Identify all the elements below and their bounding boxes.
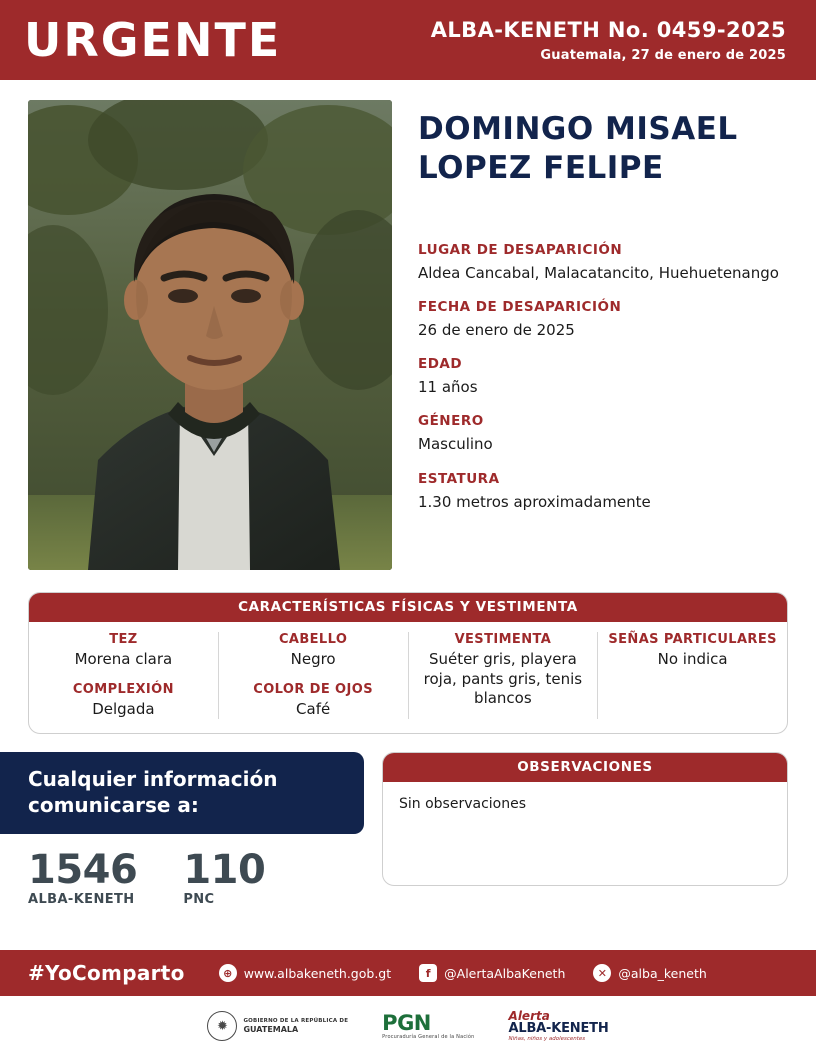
urgent-label: URGENTE [24, 13, 282, 67]
contact-number-110-label: PNC [183, 892, 215, 907]
social-links [219, 964, 707, 982]
pgn-logo [382, 1010, 475, 1040]
contact-number-alba-keneth[interactable] [28, 847, 138, 907]
char-value-senas-particulares: No indica [657, 650, 728, 668]
main-content [0, 80, 816, 570]
char-label-senas-particulares: SEÑAS PARTICULARES [608, 632, 777, 647]
gobierno-logo-line1: GOBIERNO DE LA REPÚBLICA DE [243, 1018, 349, 1025]
observations-panel [382, 752, 788, 886]
alba-keneth-logo [509, 1010, 609, 1042]
alba-keneth-sub-text: Niñas, niños y adolescentes [508, 1035, 586, 1042]
characteristics-col-2 [219, 632, 409, 719]
x-twitter-icon: ✕ [593, 964, 611, 982]
pgn-logo-sub: Procuraduría General de la Nación [382, 1033, 475, 1040]
social-x-handle: @alba_keneth [618, 965, 707, 981]
issue-place-date: Guatemala, 27 de enero de 2025 [540, 47, 786, 63]
characteristics-col-3 [409, 632, 599, 719]
label-genero: GÉNERO [418, 413, 484, 430]
contact-number-110: 110 [183, 847, 266, 893]
hashtag-label: #YoComparto [28, 961, 185, 985]
observations-title: OBSERVACIONES [383, 753, 787, 782]
value-genero: Masculino [418, 435, 493, 454]
characteristics-col-4 [598, 632, 787, 719]
label-estatura: ESTATURA [418, 470, 500, 487]
char-complexion [37, 682, 210, 720]
alba-keneth-alerta-text: Alerta [508, 1009, 550, 1024]
person-name-line2: LOPEZ FELIPE [418, 149, 664, 186]
characteristics-col-1 [29, 632, 219, 719]
value-edad: 11 años [418, 378, 478, 396]
char-tez [37, 632, 210, 670]
label-edad: EDAD [418, 356, 463, 372]
char-value-complexion: Delgada [92, 699, 155, 718]
alba-keneth-main-text: ALBA-KENETH [508, 1021, 609, 1037]
page-title [418, 110, 788, 188]
char-value-vestimenta: Suéter gris, playera roja, pants gris, tenis blancos [423, 650, 583, 707]
social-facebook[interactable] [419, 964, 565, 982]
value-lugar-desaparicion: Aldea Cancabal, Malacatancito, Huehuetenango [418, 263, 779, 282]
char-cabello [227, 632, 400, 670]
char-vestimenta [417, 632, 590, 709]
photo-column [28, 100, 392, 570]
observations-text: Sin observaciones [399, 796, 527, 812]
char-label-vestimenta: VESTIMENTA [454, 632, 552, 647]
char-color-ojos [227, 682, 400, 720]
lower-section [0, 752, 816, 907]
social-x-twitter[interactable] [593, 964, 706, 982]
pgn-logo-title: PGN [382, 1010, 431, 1035]
contact-banner [0, 752, 364, 834]
contact-banner-line2: comunicarse a: [28, 793, 199, 817]
contact-numbers [0, 834, 364, 907]
social-facebook-handle: @AlertaAlbaKeneth [444, 965, 566, 981]
char-label-cabello: CABELLO [278, 632, 348, 647]
characteristics-body [29, 622, 787, 733]
case-number: ALBA-KENETH No. 0459-2025 [430, 17, 786, 42]
national-seal-icon: ✹ [207, 1011, 237, 1041]
char-value-cabello: Negro [290, 650, 336, 668]
gobierno-logo-line2: GUATEMALA [243, 1024, 299, 1034]
label-fecha-desaparicion: FECHA DE DESAPARICIÓN [418, 298, 622, 315]
person-name-line1: DOMINGO MISAEL [418, 111, 738, 147]
char-value-color-ojos: Café [296, 699, 331, 718]
globe-icon: ⊕ [219, 964, 237, 982]
characteristics-title: CARACTERÍSTICAS FÍSICAS Y VESTIMENTA [29, 593, 787, 622]
label-lugar-desaparicion: LUGAR DE DESAPARICIÓN [418, 241, 623, 258]
facebook-icon: f [419, 964, 437, 982]
char-value-tez: Morena clara [74, 650, 173, 668]
photo-illustration [28, 100, 392, 570]
char-label-color-ojos: COLOR DE OJOS [253, 681, 373, 697]
social-website-handle: www.albakeneth.gob.gt [243, 965, 392, 981]
gobierno-guatemala-logo [207, 1011, 348, 1041]
contact-number-1546-label: ALBA-KENETH [28, 892, 135, 907]
contact-block [0, 752, 364, 907]
case-info [431, 18, 792, 63]
characteristics-panel [28, 592, 788, 734]
contact-banner-line1: Cualquier información [28, 767, 278, 791]
contact-number-1546: 1546 [28, 847, 138, 893]
social-footer [0, 950, 816, 996]
logo-strip [0, 996, 816, 1056]
social-website[interactable] [219, 964, 391, 982]
value-estatura: 1.30 metros aproximadamente [418, 492, 651, 511]
person-details [392, 100, 788, 570]
value-fecha-desaparicion: 26 de enero de 2025 [418, 320, 575, 339]
char-label-complexion: COMPLEXIÓN [72, 681, 174, 697]
missing-person-photo [28, 100, 392, 570]
alert-header [0, 0, 816, 80]
char-label-tez: TEZ [109, 632, 138, 647]
char-senas-particulares [606, 632, 779, 670]
contact-number-pnc[interactable] [183, 847, 266, 907]
